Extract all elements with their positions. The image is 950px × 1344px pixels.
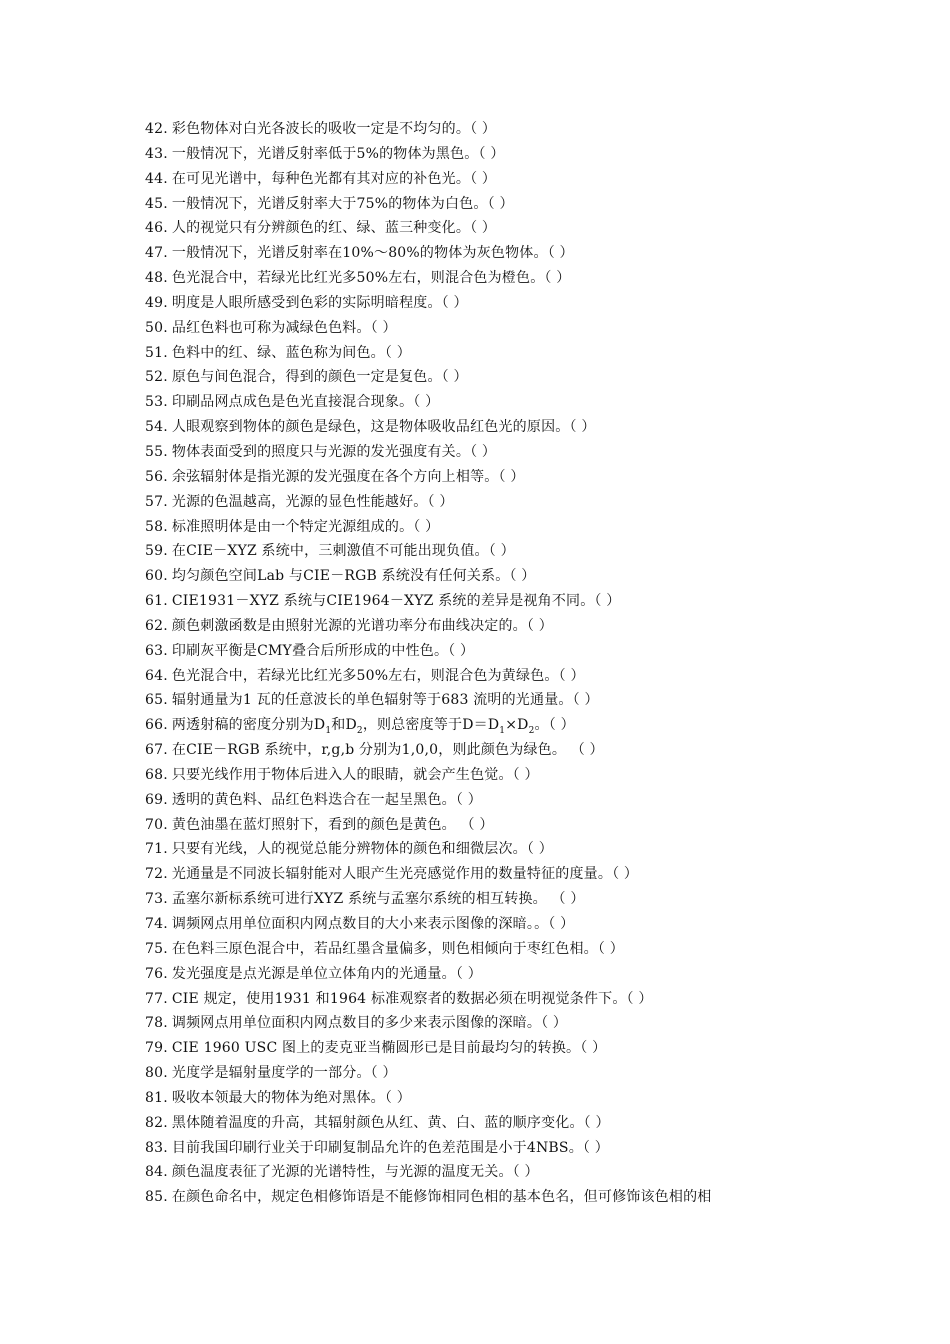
question-item (145, 365, 835, 390)
question-number: 64. (145, 667, 168, 684)
question-number: 72. (145, 866, 168, 883)
question-item (145, 862, 835, 887)
question-number: 58. (145, 518, 168, 535)
question-text: 物体表面受到的照度只与光源的发光强度有关。（ ） (171, 443, 497, 460)
question-text: 在可见光谱中，每种色光都有其对应的补色光。（ ） (171, 170, 497, 187)
question-number: 79. (145, 1040, 168, 1057)
question-number: 60. (145, 568, 168, 585)
question-number: 68. (145, 766, 168, 783)
question-number: 67. (145, 742, 168, 759)
question-text: 吸收本领最大的物体为绝对黑体。（ ） (171, 1089, 411, 1106)
question-text: 两透射稿的密度分别为$D_1$和$D_2$，则总密度等于$D=D_1\times D_2$。（ ） (171, 717, 575, 737)
question-item (145, 1185, 835, 1210)
question-text: 颜色刺激函数是由照射光源的光谱功率分布曲线决定的。（ ） (171, 617, 553, 634)
question-number: 46. (145, 220, 168, 237)
question-item (145, 813, 835, 838)
question-text: 黄色油墨在蓝灯照射下，看到的颜色是黄色。 （ ） (171, 816, 494, 833)
question-number: 76. (145, 965, 168, 982)
question-number: 80. (145, 1065, 168, 1082)
question-item (145, 1111, 835, 1136)
question-item (145, 117, 835, 142)
question-number: 66. (145, 717, 168, 734)
question-item (145, 490, 835, 515)
question-number: 43. (145, 145, 168, 162)
question-text: 彩色物体对白光各波长的吸收一定是不均匀的。（ ） (171, 121, 497, 137)
question-item (145, 887, 835, 912)
question-item (145, 465, 835, 490)
question-item (145, 415, 835, 440)
question-item (145, 216, 835, 241)
question-text: 颜色温度表征了光源的光谱特性，与光源的温度无关。（ ） (171, 1164, 539, 1181)
question-number: 57. (145, 493, 168, 510)
question-item (145, 291, 835, 316)
question-item (145, 688, 835, 713)
question-text: 孟塞尔新标系统可进行XYZ 系统与孟塞尔系统的相互转换。 （ ） (171, 891, 585, 908)
question-text: 在CIE－RGB 系统中，r,g,b 分别为1,0,0，则此颜色为绿色。 （ ） (171, 742, 604, 759)
question-number: 84. (145, 1164, 168, 1181)
question-number: 74. (145, 916, 168, 932)
question-number: 61. (145, 593, 168, 610)
question-number: 47. (145, 245, 168, 262)
question-number: 51. (145, 344, 168, 361)
question-text: 透明的黄色料、品红色料迭合在一起呈黑色。（ ） (171, 791, 482, 808)
question-text: 均匀颜色空间Lab 与CIE－RGB 系统没有任何关系。（ ） (171, 568, 536, 585)
question-text: 在色料三原色混合中，若品红墨含量偏多，则色相倾向于枣红色相。（ ） (171, 940, 624, 957)
question-number: 65. (145, 692, 168, 709)
question-text: 人的视觉只有分辨颜色的红、绿、蓝三种变化。（ ） (171, 220, 497, 237)
question-item (145, 713, 835, 738)
question-text: 人眼观察到物体的颜色是绿色，这是物体吸收品红色光的原因。（ ） (171, 419, 596, 436)
question-number: 50. (145, 319, 168, 336)
question-text: 印刷灰平衡是CMY叠合后所形成的中性色。（ ） (171, 642, 475, 659)
question-item (145, 539, 835, 564)
question-number: 55. (145, 443, 168, 460)
question-text: 黑体随着温度的升高，其辐射颜色从红、黄、白、蓝的顺序变化。（ ） (171, 1114, 610, 1131)
question-item (145, 788, 835, 813)
question-number: 77. (145, 990, 168, 1007)
question-item (145, 589, 835, 614)
question-item (145, 664, 835, 689)
question-item (145, 614, 835, 639)
question-number: 81. (145, 1089, 168, 1106)
question-text: 调频网点用单位面积内网点数目的大小来表示图像的深暗。。（ ） (171, 916, 575, 932)
question-number: 85. (145, 1189, 168, 1206)
question-text: 一般情况下，光谱反射率大于75%的物体为白色。（ ） (171, 195, 514, 212)
question-text: CIE1931－XYZ 系统与CIE1964－XYZ 系统的差异是视角不同。（ ） (171, 593, 621, 610)
question-text: 在颜色命名中，规定色相修饰语是不能修饰相同色相的基本色名，但可修饰该色相的相 (171, 1189, 712, 1206)
question-text: 色料中的红、绿、蓝色称为间色。（ ） (171, 344, 411, 361)
question-number: 56. (145, 468, 168, 485)
question-item (145, 192, 835, 217)
question-item (145, 167, 835, 192)
question-text: 光度学是辐射量度学的一部分。（ ） (171, 1065, 397, 1082)
question-text: 色光混合中，若绿光比红光多50%左右，则混合色为黄绿色。（ ） (171, 667, 585, 684)
question-number: 48. (145, 270, 168, 287)
question-item (145, 912, 835, 937)
question-item (145, 390, 835, 415)
question-item (145, 266, 835, 291)
question-text: CIE 规定，使用1931 和1964 标准观察者的数据必须在明视觉条件下。（ ） (171, 990, 653, 1007)
question-number: 42. (145, 121, 168, 137)
question-item (145, 515, 835, 540)
question-text: 调频网点用单位面积内网点数目的多少来表示图像的深暗。（ ） (171, 1015, 568, 1032)
question-number: 82. (145, 1114, 168, 1131)
question-number: 52. (145, 369, 168, 386)
question-number: 71. (145, 841, 168, 858)
question-text: 一般情况下，光谱反射率在10%～80%的物体为灰色物体。（ ） (171, 245, 574, 262)
question-text: 发光强度是点光源是单位立体角内的光通量。（ ） (171, 965, 482, 982)
question-text: 印刷品网点成色是色光直接混合现象。（ ） (171, 394, 440, 411)
question-item (145, 738, 835, 763)
question-text: 只要光线作用于物体后进入人的眼睛，就会产生色觉。（ ） (171, 766, 539, 783)
question-item (145, 1061, 835, 1086)
question-number: 44. (145, 170, 168, 187)
question-text: 色光混合中，若绿光比红光多50%左右，则混合色为橙色。（ ） (171, 270, 571, 287)
question-list (145, 117, 835, 1210)
question-item (145, 316, 835, 341)
question-text: 标准照明体是由一个特定光源组成的。（ ） (171, 518, 440, 535)
question-item (145, 1036, 835, 1061)
question-text: 一般情况下，光谱反射率低于5%的物体为黑色。（ ） (171, 145, 505, 162)
question-number: 78. (145, 1015, 168, 1032)
question-item (145, 937, 835, 962)
question-item (145, 341, 835, 366)
question-text: 光源的色温越高，光源的显色性能越好。（ ） (171, 493, 454, 510)
question-item (145, 987, 835, 1012)
question-number: 45. (145, 195, 168, 212)
question-number: 49. (145, 294, 168, 311)
question-item (145, 1086, 835, 1111)
question-item (145, 142, 835, 167)
question-text: 在CIE－XYZ 系统中，三刺激值不可能出现负值。（ ） (171, 543, 515, 560)
question-item (145, 564, 835, 589)
question-text: 明度是人眼所感受到色彩的实际明暗程度。（ ） (171, 294, 468, 311)
question-text: 辐射通量为1 瓦的任意波长的单色辐射等于683 流明的光通量。（ ） (171, 692, 599, 709)
question-text: 品红色料也可称为减绿色色料。（ ） (171, 319, 397, 336)
question-text: 光通量是不同波长辐射能对人眼产生光亮感觉作用的数量特征的度量。（ ） (171, 866, 639, 883)
question-item (145, 440, 835, 465)
question-number: 75. (145, 940, 168, 957)
question-item (145, 1011, 835, 1036)
question-number: 53. (145, 394, 168, 411)
question-number: 73. (145, 891, 168, 908)
question-text: CIE 1960 USC 图上的麦克亚当椭圆形已是目前最均匀的转换。（ ） (171, 1040, 607, 1057)
question-number: 54. (145, 419, 168, 436)
question-text: 只要有光线，人的视觉总能分辨物体的颜色和细微层次。（ ） (171, 841, 553, 858)
question-number: 69. (145, 791, 168, 808)
question-number: 70. (145, 816, 168, 833)
question-item (145, 241, 835, 266)
question-text: 原色与间色混合，得到的颜色一定是复色。（ ） (171, 369, 468, 386)
question-item (145, 639, 835, 664)
question-number: 63. (145, 642, 168, 659)
question-item (145, 837, 835, 862)
question-number: 83. (145, 1139, 168, 1156)
question-item (145, 1160, 835, 1185)
question-number: 59. (145, 543, 168, 560)
question-item (145, 763, 835, 788)
question-number: 62. (145, 617, 168, 634)
question-text: 目前我国印刷行业关于印刷复制品允许的色差范围是小于4NBS。（ ） (171, 1139, 609, 1156)
question-item (145, 962, 835, 987)
question-item (145, 1136, 835, 1161)
question-text: 余弦辐射体是指光源的发光强度在各个方向上相等。（ ） (171, 468, 525, 485)
